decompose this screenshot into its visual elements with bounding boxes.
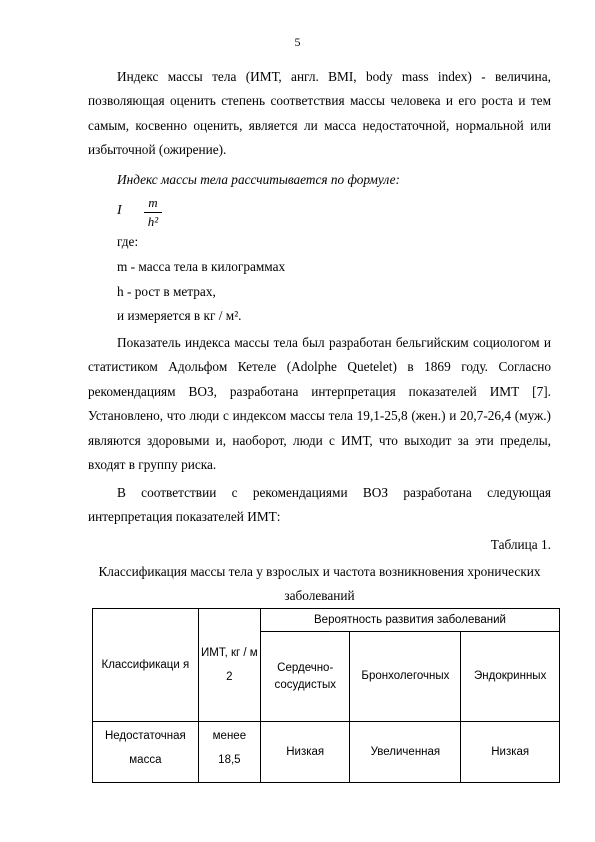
cell-endo: Низкая [461,722,560,783]
header-imt: ИМТ, кг / м 2 [198,609,260,722]
bmi-formula [117,195,197,229]
subheader-endo: Эндокринных [461,632,560,722]
bmi-classification-table [92,608,560,783]
formula-denominator: h² [147,214,159,229]
cell-imt: менее 18,5 [198,722,260,783]
table-label: Таблица 1. [490,537,551,552]
where-label: где: [117,234,139,249]
table-row [93,722,560,783]
fraction-bar [144,212,162,213]
definition-h: h - рост в метрах, [117,284,216,299]
definition-m: m - масса тела в килограммах [117,259,286,274]
unit-line: и измеряется в кг / м². [117,308,242,323]
header-classification: Классификаци я [93,609,199,722]
header-probability: Вероятность развития заболеваний [261,609,560,632]
table-caption: Классификация массы тела у взрослых и частота возникновения хронических заболеваний [98,564,541,604]
page-number: 5 [294,35,301,49]
cell-classification: Недостаточная масса [93,722,199,783]
interpretation-paragraph: В соответствии с рекомендациями ВОЗ разработана следующая интерпретация показателей ИМТ: [88,485,551,525]
formula-fraction [144,195,162,230]
formula-numerator: m [148,195,158,210]
subheader-cardio: Сердечно-сосудистых [261,632,350,722]
subheader-broncho: Бронхолегочных [350,632,461,722]
formula-lhs: I [117,203,122,218]
cell-broncho: Увеличенная [350,722,461,783]
cell-cardio: Низкая [261,722,350,783]
intro-paragraph: Индекс массы тела (ИМТ, англ. BMI, body mass index) - величина, позволяющая оценить степень соответствия массы человека и его роста и тем самым, косвенно оценить, является ли масса недостаточной, нормальной или избыточной (ожирение). [88,69,551,158]
history-paragraph: Показатель индекса массы тела был разработан бельгийским социологом и статистиком Адольфом Кетеле (Adolphe Quetelet) в 1869 году. Согласно рекомендациям ВОЗ, разработана интерпретация показателей ИМТ [7]. Установлено, что люди с индексом массы тела 19,1-25,8 (жен.) и 20,7-26,4 (муж.) являются здоровыми и, наоборот, люди с ИМТ, что выходит за эти пределы, входят в группу риска. [88,335,551,473]
formula-intro: Индекс массы тела рассчитывается по формуле: [117,172,400,187]
